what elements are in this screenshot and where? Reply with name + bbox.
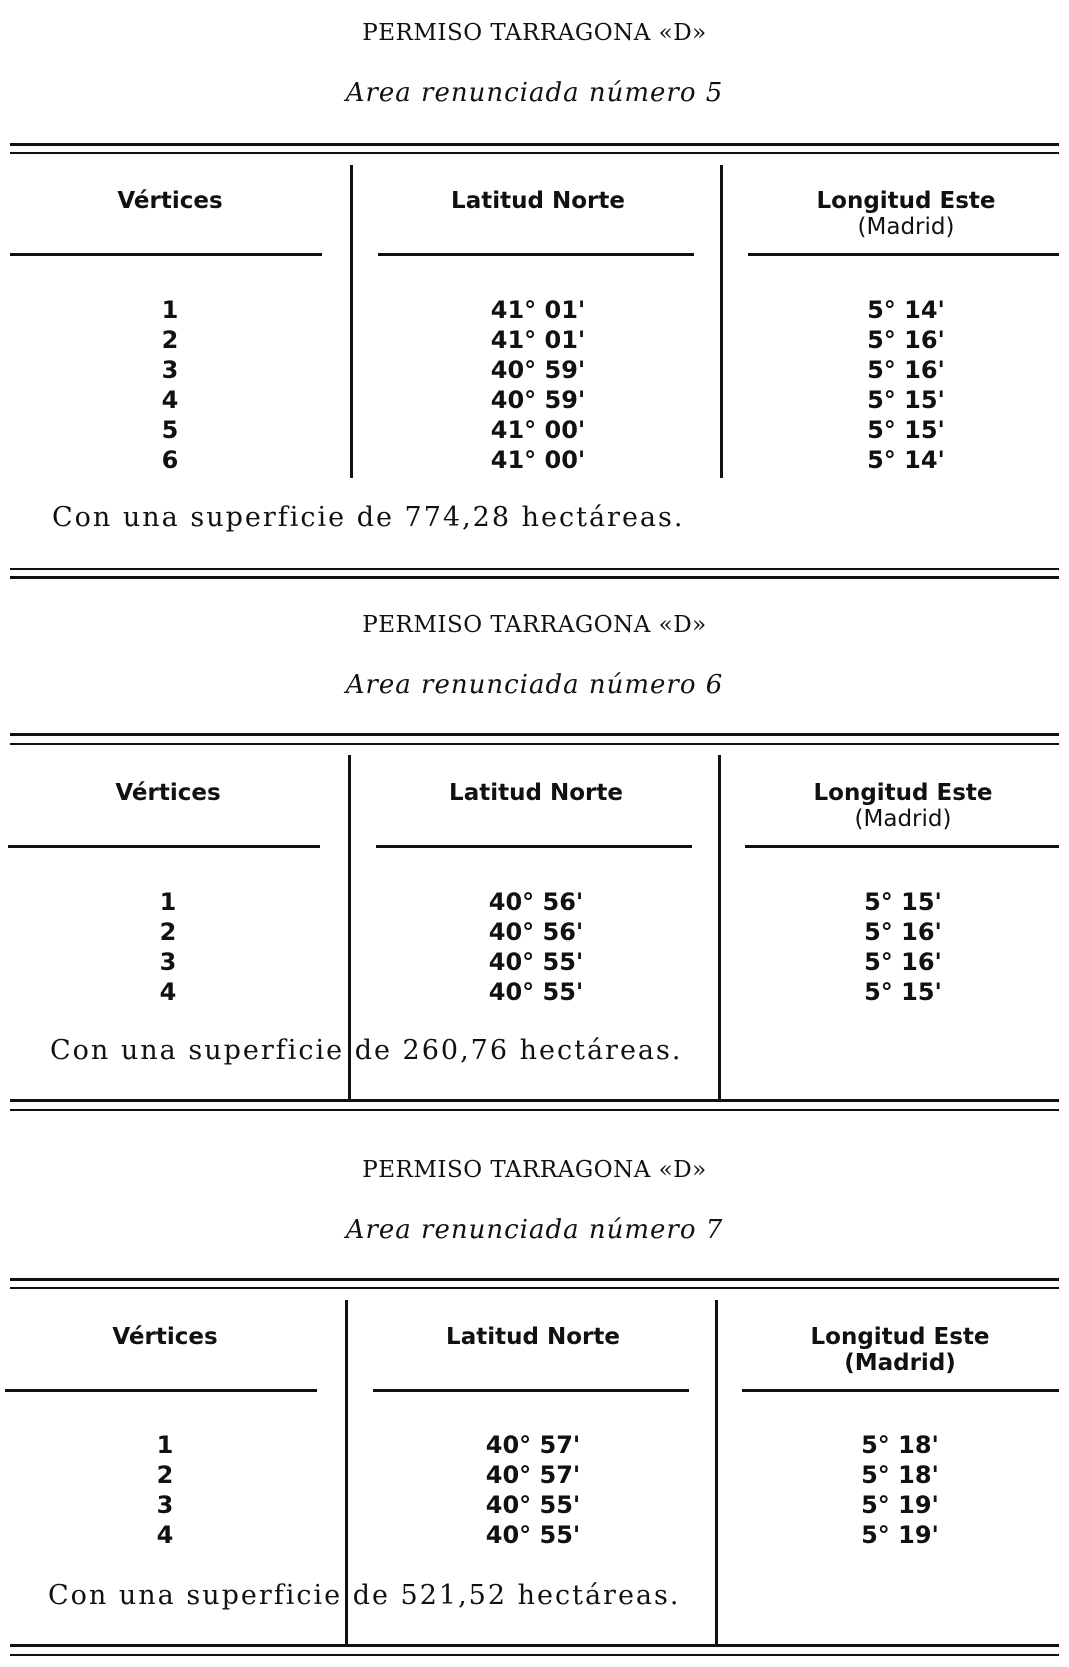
cell-longitude: 5° 18': [861, 1431, 939, 1459]
cell-longitude: 5° 18': [861, 1461, 939, 1489]
cell-latitude: 40° 57': [485, 1431, 581, 1459]
cell-longitude: 5° 16': [864, 918, 942, 946]
header-vertices: Vértices: [117, 188, 223, 214]
cell-longitude: 5° 15': [867, 386, 945, 414]
cell-vertex: 2: [161, 326, 179, 354]
double-rule-top-thin: [10, 152, 1059, 154]
cell-vertex: 1: [159, 888, 177, 916]
column-divider: [350, 165, 353, 478]
cell-longitude: 5° 19': [861, 1491, 939, 1519]
header-vertices: Vértices: [115, 780, 221, 806]
header-rule: [373, 1389, 689, 1392]
double-rule-top: [10, 143, 1059, 146]
cell-vertex: 3: [161, 356, 179, 384]
section-area-6: [0, 590, 1069, 1130]
header-longitud-sub: (Madrid): [844, 1350, 956, 1376]
section-title: PERMISO TARRAGONA «D»: [362, 1157, 707, 1183]
cell-latitude: 40° 59': [490, 386, 586, 414]
cell-vertex: 4: [161, 386, 179, 414]
section-area-5: [0, 0, 1069, 590]
cell-vertex: 4: [159, 978, 177, 1006]
cell-vertex: 3: [159, 948, 177, 976]
section-title: PERMISO TARRAGONA «D»: [362, 612, 707, 638]
double-rule-top-thin: [10, 1287, 1059, 1289]
double-rule-bottom: [10, 1644, 1059, 1647]
cell-vertex: 1: [161, 296, 179, 324]
cell-vertex: 1: [156, 1431, 174, 1459]
header-longitud-sub: (Madrid): [857, 214, 955, 240]
header-longitud: Longitud Este: [813, 780, 993, 806]
header-rule: [10, 253, 322, 256]
cell-longitude: 5° 15': [867, 416, 945, 444]
cell-longitude: 5° 16': [867, 356, 945, 384]
cell-vertex: 3: [156, 1491, 174, 1519]
cell-latitude: 41° 00': [490, 416, 586, 444]
cell-longitude: 5° 15': [864, 888, 942, 916]
double-rule-bottom-thin: [10, 1109, 1059, 1111]
cell-longitude: 5° 14': [867, 446, 945, 474]
cell-latitude: 41° 00': [490, 446, 586, 474]
column-divider: [718, 755, 721, 1100]
area-footer: Con una superficie de 260,76 hectáreas.: [50, 1035, 683, 1066]
header-rule: [748, 253, 1059, 256]
double-rule-top-thin: [10, 743, 1059, 745]
header-longitud: Longitud Este: [816, 188, 996, 214]
header-rule: [742, 1389, 1059, 1392]
cell-vertex: 4: [156, 1521, 174, 1549]
area-footer: Con una superficie de 521,52 hectáreas.: [48, 1580, 681, 1611]
cell-latitude: 40° 57': [485, 1461, 581, 1489]
header-latitud: Latitud Norte: [449, 780, 623, 806]
cell-vertex: 2: [159, 918, 177, 946]
cell-latitude: 40° 59': [490, 356, 586, 384]
area-footer: Con una superficie de 774,28 hectáreas.: [52, 502, 685, 533]
cell-latitude: 41° 01': [490, 296, 586, 324]
header-rule: [376, 845, 692, 848]
cell-vertex: 5: [161, 416, 179, 444]
section-subtitle: Area renunciada número 7: [345, 1215, 724, 1245]
double-rule-top: [10, 733, 1059, 736]
cell-longitude: 5° 16': [867, 326, 945, 354]
column-divider: [720, 165, 723, 478]
cell-longitude: 5° 19': [861, 1521, 939, 1549]
section-subtitle: Area renunciada número 6: [345, 670, 724, 700]
cell-latitude: 40° 55': [488, 978, 584, 1006]
header-vertices: Vértices: [112, 1324, 218, 1350]
cell-longitude: 5° 16': [864, 948, 942, 976]
cell-latitude: 40° 55': [485, 1521, 581, 1549]
double-rule-top: [10, 1278, 1059, 1281]
double-rule-bottom-thick: [10, 576, 1059, 579]
section-subtitle: Area renunciada número 5: [345, 78, 724, 108]
header-rule: [8, 845, 320, 848]
cell-longitude: 5° 15': [864, 978, 942, 1006]
cell-latitude: 41° 01': [490, 326, 586, 354]
double-rule-bottom: [10, 1099, 1059, 1102]
header-rule: [378, 253, 694, 256]
header-longitud: Longitud Este: [810, 1324, 990, 1350]
header-rule: [5, 1389, 317, 1392]
cell-longitude: 5° 14': [867, 296, 945, 324]
header-latitud: Latitud Norte: [446, 1324, 620, 1350]
header-longitud-sub: (Madrid): [854, 806, 952, 832]
cell-latitude: 40° 56': [488, 918, 584, 946]
cell-vertex: 6: [161, 446, 179, 474]
header-rule: [745, 845, 1059, 848]
cell-latitude: 40° 55': [488, 948, 584, 976]
section-title: PERMISO TARRAGONA «D»: [362, 20, 707, 46]
column-divider: [715, 1300, 718, 1645]
cell-latitude: 40° 55': [485, 1491, 581, 1519]
cell-latitude: 40° 56': [488, 888, 584, 916]
double-rule-bottom: [10, 568, 1059, 570]
section-area-7: [0, 1130, 1069, 1667]
header-latitud: Latitud Norte: [451, 188, 625, 214]
double-rule-bottom-thin: [10, 1654, 1059, 1656]
cell-vertex: 2: [156, 1461, 174, 1489]
